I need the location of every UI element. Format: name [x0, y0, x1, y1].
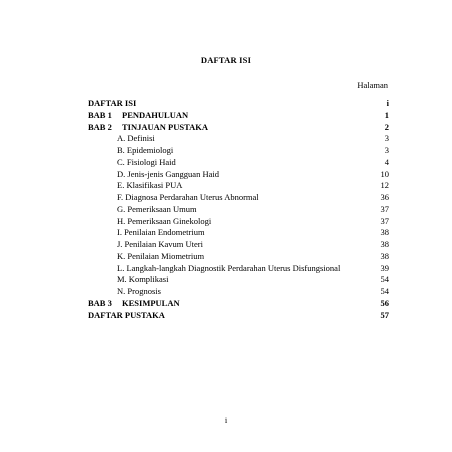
toc-subsection-label: J. Penilaian Kavum Uteri	[117, 239, 203, 249]
toc-subsection-label: C. Fisiologi Haid	[117, 156, 176, 167]
toc-row	[0, 122, 452, 133]
toc-row	[0, 157, 452, 168]
toc-page-number: 38	[380, 239, 389, 249]
toc-page-number: 3	[384, 133, 389, 144]
toc-chapter-title: TINJAUAN PUSTAKA	[122, 121, 209, 132]
halaman-label: Halaman	[357, 80, 388, 90]
toc-page-number: 57	[380, 309, 389, 320]
toc-page-number: 39	[380, 262, 389, 273]
toc-row	[0, 98, 452, 109]
toc-row	[0, 251, 452, 262]
toc-page-number: 12	[380, 180, 389, 191]
toc-page-number: 54	[380, 286, 389, 296]
toc-row	[0, 310, 452, 321]
toc-entry-label: DAFTAR PUSTAKA	[88, 309, 165, 320]
toc-subsection-label: L. Langkah-langkah Diagnostik Perdarahan Uterus Disfungsional	[117, 262, 341, 273]
toc-subsection-label: M. Komplikasi	[117, 274, 169, 285]
toc-row	[0, 110, 452, 121]
toc-chapter-number: BAB 1	[88, 109, 112, 120]
toc-page-number: 10	[380, 168, 389, 179]
toc-row	[0, 145, 452, 156]
footer-page-number: i	[224, 415, 228, 425]
toc-row	[0, 180, 452, 191]
toc-chapter-title: PENDAHULUAN	[122, 109, 189, 120]
toc-subsection-label: I. Penilaian Endometrium	[117, 227, 205, 238]
toc-subsection-label: E. Klasifikasi PUA	[117, 180, 183, 191]
toc-chapter-title: KESIMPULAN	[122, 297, 180, 308]
page-title: DAFTAR ISI	[200, 55, 252, 65]
toc-row	[0, 192, 452, 203]
toc-page-number: 56	[380, 297, 389, 308]
toc-subsection-label: N. Prognosis	[117, 286, 161, 296]
toc-row	[0, 227, 452, 238]
toc-page-number: 37	[380, 215, 389, 226]
toc-chapter-number: BAB 3	[88, 297, 112, 308]
toc-page-number: 54	[380, 274, 389, 285]
toc-page-number: 38	[380, 250, 389, 261]
toc-subsection-label: F. Diagnosa Perdarahan Uterus Abnormal	[117, 192, 259, 202]
toc-page-number: 3	[384, 145, 389, 155]
toc-row	[0, 286, 452, 297]
toc-page-number: 1	[384, 109, 389, 120]
toc-page-number: 36	[380, 192, 389, 202]
toc-page-number: 2	[384, 121, 389, 132]
toc-page-number: i	[386, 98, 389, 108]
toc-row	[0, 298, 452, 309]
toc-page-number: 37	[380, 203, 389, 214]
toc-row	[0, 239, 452, 250]
toc-row	[0, 263, 452, 274]
toc-row	[0, 133, 452, 144]
toc-subsection-label: A. Definisi	[117, 133, 155, 144]
toc-row	[0, 216, 452, 227]
toc-subsection-label: K. Penilaian Miometrium	[117, 250, 205, 261]
toc-subsection-label: G. Pemeriksaan Umum	[117, 203, 197, 214]
toc-subsection-label: H. Pemeriksaan Ginekologi	[117, 215, 212, 226]
toc-entry-label: DAFTAR ISI	[88, 98, 137, 108]
toc-subsection-label: D. Jenis-jenis Gangguan Haid	[117, 168, 219, 179]
toc-row	[0, 204, 452, 215]
toc-subsection-label: B. Epidemiologi	[117, 145, 174, 155]
toc-page-number: 4	[384, 156, 389, 167]
toc-row	[0, 274, 452, 285]
toc-chapter-number: BAB 2	[88, 121, 112, 132]
toc-row	[0, 169, 452, 180]
toc-page-number: 38	[380, 227, 389, 238]
